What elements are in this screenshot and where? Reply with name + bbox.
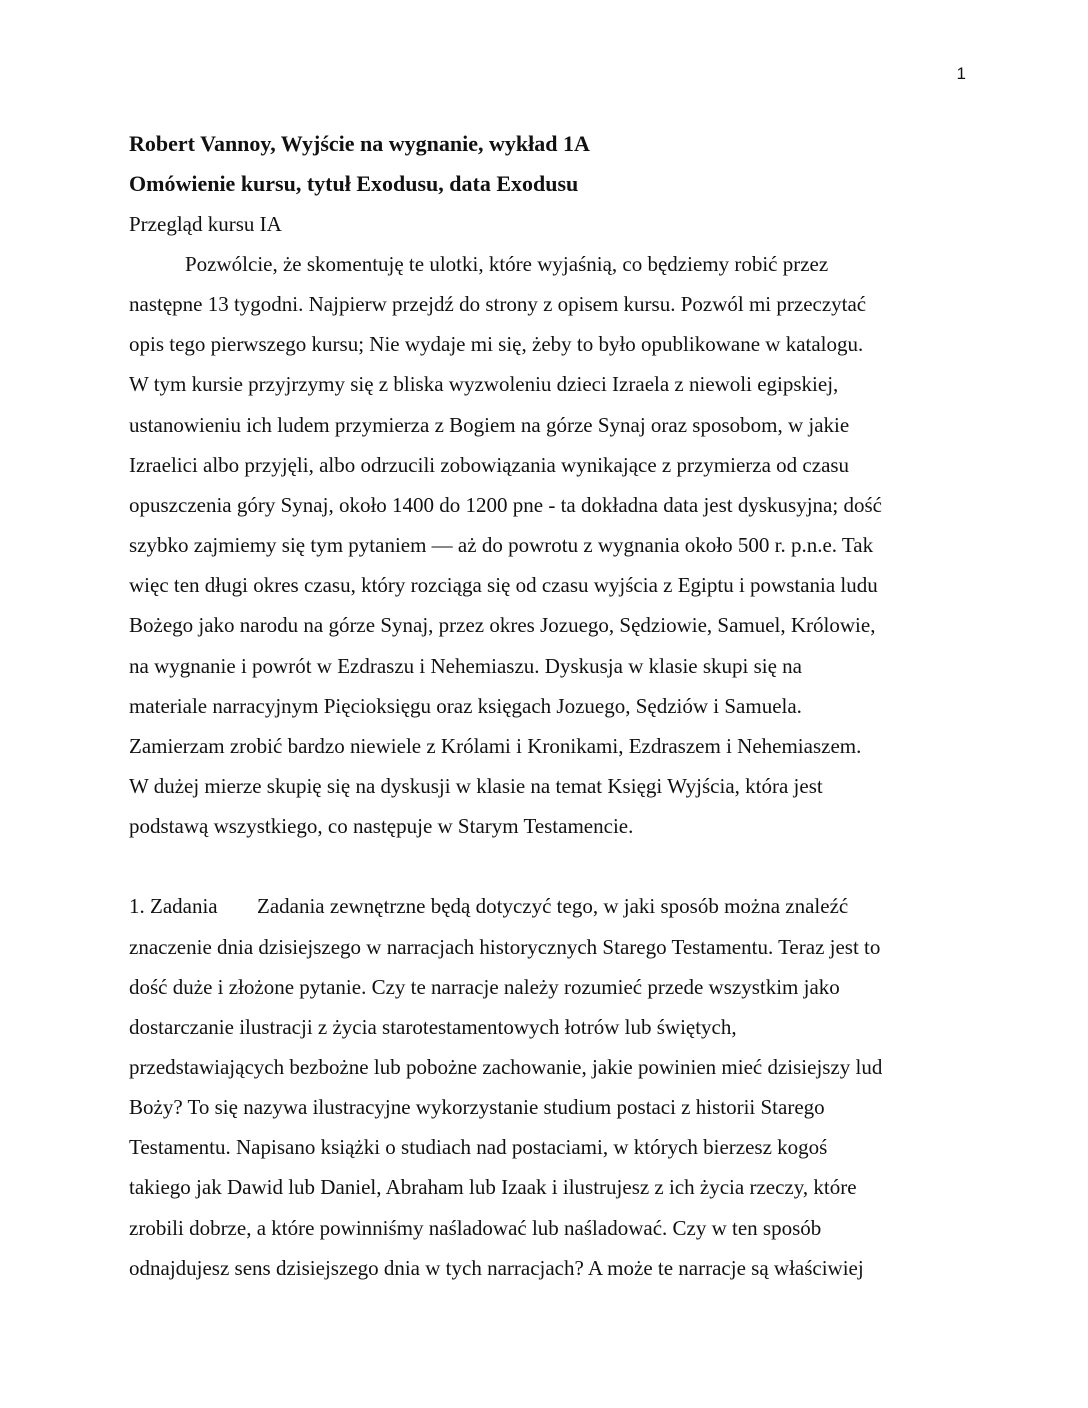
paragraph-line: takiego jak Dawid lub Daniel, Abraham lub Izaak i ilustrujesz z ich życia rzeczy, które: [129, 1175, 857, 1200]
document-title: Robert Vannoy, Wyjście na wygnanie, wykład 1A: [129, 131, 590, 156]
section-label-assignments: 1. Zadania: [129, 894, 218, 919]
paragraph-assignments: [129, 886, 974, 1288]
paragraph-line: następne 13 tygodni. Najpierw przejdź do strony z opisem kursu. Pozwól mi przeczytać: [129, 292, 867, 317]
paragraph-line: na wygnanie i powrót w Ezdraszu i Nehemiaszu. Dyskusja w klasie skupi się na: [129, 653, 803, 678]
paragraph-line: przedstawiających bezbożne lub pobożne zachowanie, jakie powinien mieć dzisiejszy lud: [129, 1054, 883, 1079]
paragraph-line: znaczenie dnia dzisiejszego w narracjach historycznych Starego Testamentu. Teraz jest to: [129, 934, 881, 959]
paragraph-line: materiale narracyjnym Pięcioksięgu oraz księgach Jozuego, Sędziów i Samuela.: [129, 693, 802, 718]
paragraph-line: Izraelici albo przyjęli, albo odrzucili zobowiązania wynikające z przymierza od czasu: [129, 452, 850, 477]
paragraph-line: odnajdujesz sens dzisiejszego dnia w tych narracjach? A może te narracje są właściwiej: [129, 1255, 864, 1280]
paragraph-line: Zamierzam zrobić bardzo niewiele z Królami i Kronikami, Ezdraszem i Nehemiaszem.: [129, 733, 862, 758]
paragraph-line: dość duże i złożone pytanie. Czy te narracje należy rozumieć przede wszystkim jako: [129, 974, 840, 999]
paragraph-spacer: [129, 846, 974, 886]
paragraph-line: podstawą wszystkiego, co następuje w Starym Testamencie.: [129, 814, 634, 839]
paragraph-line: dostarczanie ilustracji z życia starotestamentowych łotrów lub świętych,: [129, 1014, 737, 1039]
paragraph-line: W tym kursie przyjrzymy się z bliska wyzwoleniu dzieci Izraela z niewoli egipskiej,: [129, 372, 839, 397]
paragraph-line-first: [129, 886, 974, 926]
paragraph-line: Testamentu. Napisano książki o studiach nad postaciami, w których bierzesz kogoś: [129, 1135, 828, 1160]
paragraph-line: ustanowieniu ich ludem przymierza z Bogiem na górze Synaj oraz sposobom, w jakie: [129, 412, 850, 437]
paragraph-line: szybko zajmiemy się tym pytaniem — aż do powrotu z wygnania około 500 r. p.n.e. Tak: [129, 533, 874, 558]
paragraph-course-overview: [129, 244, 974, 846]
paragraph-line: W dużej mierze skupię się na dyskusji w klasie na temat Księgi Wyjścia, która jest: [129, 774, 823, 799]
paragraph-line-text: Zadania zewnętrzne będą dotyczyć tego, w jaki sposób można znaleźć: [257, 894, 849, 919]
paragraph-line: opis tego pierwszego kursu; Nie wydaje mi się, żeby to było opublikowane w katalogu.: [129, 332, 864, 357]
paragraph-line: Pozwólcie, że skomentuję te ulotki, które wyjaśnią, co będziemy robić przez: [185, 252, 829, 276]
paragraph-line: więc ten długi okres czasu, który rozciąga się od czasu wyjścia z Egiptu i powstania ludu: [129, 573, 878, 598]
section-heading: Przegląd kursu IA: [129, 212, 282, 236]
paragraph-line: zrobili dobrze, a które powinniśmy naśladować lub naśladować. Czy w ten sposób: [129, 1215, 822, 1240]
paragraph-line: opuszczenia góry Synaj, około 1400 do 1200 pne - ta dokładna data jest dyskusyjna; dość: [129, 492, 882, 517]
paragraph-line: Bożego jako narodu na górze Synaj, przez okres Jozuego, Sędziowie, Samuel, Królowie,: [129, 613, 876, 638]
paragraph-line: Boży? To się nazywa ilustracyjne wykorzystanie studium postaci z historii Starego: [129, 1095, 825, 1120]
document-body: [129, 124, 974, 1288]
document-subtitle: Omówienie kursu, tytuł Exodusu, data Exodusu: [129, 171, 579, 196]
page-number: 1: [956, 64, 966, 83]
